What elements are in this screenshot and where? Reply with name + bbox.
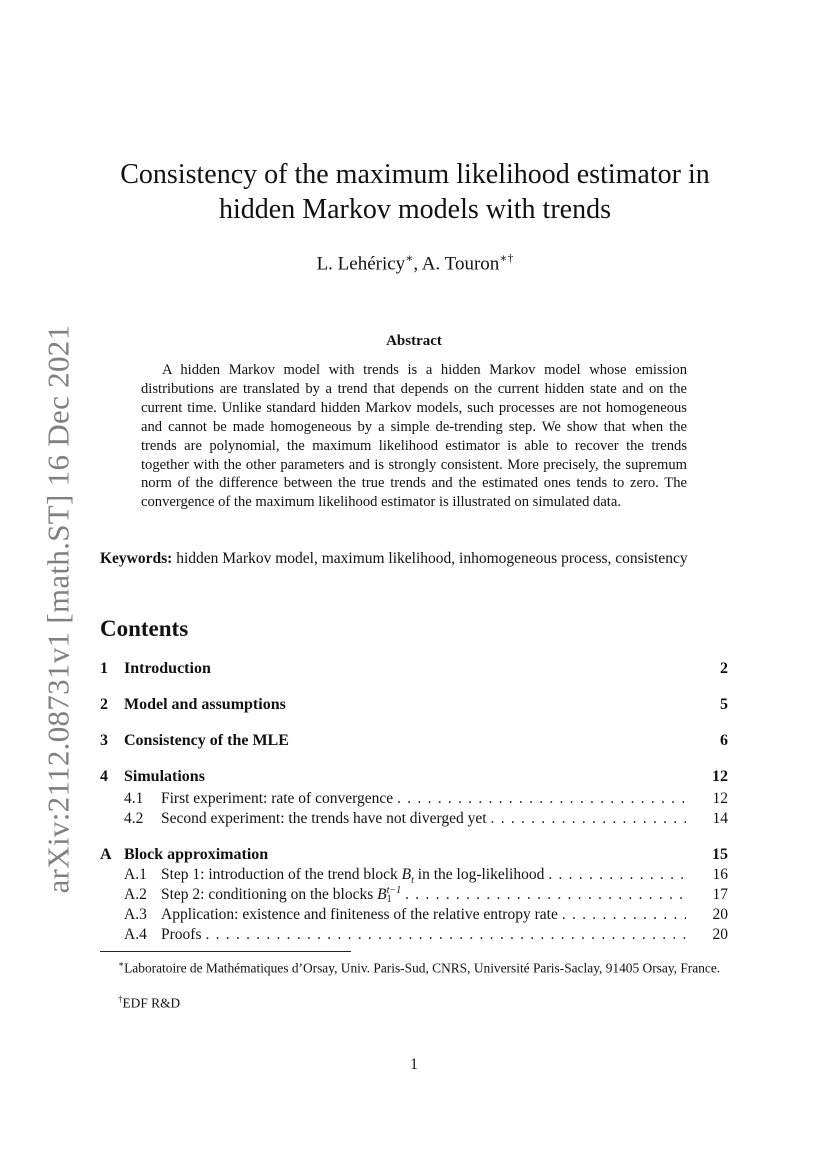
toc-entry-subsection[interactable] — [100, 926, 728, 944]
contents-heading: Contents — [100, 616, 189, 641]
toc-number: 4 — [100, 768, 108, 785]
toc-title: Model and assumptions — [124, 696, 286, 713]
toc-title: Application: existence and finiteness of the relative entropy rate — [161, 906, 558, 923]
footnote-divider — [100, 951, 351, 952]
author-list — [80, 251, 750, 275]
keywords-label: Keywords: — [100, 550, 173, 567]
toc-dot-leader — [397, 790, 686, 808]
toc-entry-appendix[interactable] — [100, 846, 728, 864]
arxiv-identifier-text: arXiv:2112.08731v1 [math.ST] 16 Dec 2021 — [40, 324, 76, 894]
author-separator: , — [413, 253, 422, 275]
abstract-text: A hidden Markov model with trends is a hidden Markov model whose emission distributions are translated by a trend that depends on the current hidden state and on the current time. Unlike standard hidden Markov models, such processes are not homogeneous and cannot be made homogeneous by a simple de-trending step. We show that when the trends are polynomial, the maximum likelihood estimator is able to recover the trends together with the other parameters and is strongly consistent. More precisely, the supremum norm of the difference between the true trends and the estimated ones tends to zero. The convergence of the maximum likelihood estimator is illustrated on simulated data. — [141, 362, 687, 511]
paper-title — [80, 157, 750, 227]
toc-page-number: 12 — [712, 790, 728, 807]
toc-page-number: 14 — [712, 810, 728, 827]
toc-number: A — [100, 846, 112, 863]
toc-number: A.3 — [124, 906, 147, 923]
toc-dot-leader — [205, 926, 686, 944]
toc-dot-leader — [491, 810, 686, 828]
paper-title-line-2: hidden Markov models with trends — [219, 194, 611, 225]
author-name: L. Lehéricy — [316, 253, 406, 275]
toc-title: Step 2: conditioning on the blocks B t−1 1 — [161, 885, 402, 906]
toc-number: 4.2 — [124, 810, 144, 827]
toc-title: Block approximation — [124, 846, 269, 863]
toc-entry-subsection[interactable] — [100, 866, 728, 886]
toc-entry-section[interactable] — [100, 768, 728, 786]
toc-entry-subsection[interactable] — [100, 886, 728, 904]
toc-number: 2 — [100, 696, 108, 713]
toc-entry-section[interactable] — [100, 732, 728, 750]
toc-page-number: 20 — [712, 906, 728, 923]
toc-title: First experiment: rate of convergence — [161, 790, 394, 807]
toc-entry-section[interactable] — [100, 696, 728, 714]
toc-entry-section[interactable] — [100, 660, 728, 678]
footnote-text: Laboratoire de Mathématiques d’Orsay, Univ. Paris-Sud, CNRS, Université Paris-Saclay, 91405 Orsay, France. — [124, 960, 721, 976]
toc-number: 1 — [100, 660, 108, 677]
paper-title-line-1: Consistency of the maximum likelihood estimator in — [120, 159, 710, 190]
author-footnote-mark: ∗ — [405, 251, 414, 265]
toc-number: 4.1 — [124, 790, 144, 807]
keywords-text: hidden Markov model, maximum likelihood, inhomogeneous process, consistency — [176, 550, 688, 567]
toc-page-number: 5 — [720, 696, 728, 713]
toc-title: Simulations — [124, 768, 205, 785]
toc-page-number: 16 — [712, 866, 728, 883]
footnote-mark: † — [118, 994, 123, 1004]
arxiv-identifier-stamp — [37, 324, 79, 894]
toc-number: A.2 — [124, 886, 147, 903]
toc-number: A.1 — [124, 866, 147, 883]
toc-page-number: 20 — [712, 926, 728, 943]
footnote-affiliation — [100, 955, 728, 978]
page-number: 1 — [410, 1056, 418, 1073]
toc-title: Proofs — [161, 926, 202, 943]
toc-dot-leader — [548, 866, 686, 884]
footnote-mark: ∗ — [118, 959, 125, 969]
footnote-affiliation — [100, 990, 728, 1013]
toc-page-number: 17 — [712, 886, 728, 903]
toc-dot-leader — [405, 886, 686, 904]
toc-number: A.4 — [124, 926, 147, 943]
footnote-text: EDF R&D — [122, 995, 181, 1011]
toc-title: Second experiment: the trends have not diverged yet — [161, 810, 487, 827]
abstract-heading: Abstract — [386, 333, 442, 349]
toc-number: 3 — [100, 732, 108, 749]
toc-dot-leader — [562, 906, 686, 924]
toc-page-number: 6 — [720, 732, 728, 749]
toc-entry-subsection[interactable] — [100, 906, 728, 924]
toc-title: Consistency of the MLE — [124, 732, 289, 749]
author-name: A. Touron — [421, 253, 500, 275]
toc-entry-subsection[interactable] — [100, 810, 728, 828]
toc-page-number: 2 — [720, 660, 728, 677]
toc-page-number: 12 — [712, 768, 728, 785]
toc-entry-subsection[interactable] — [100, 790, 728, 808]
keywords-paragraph — [100, 548, 728, 569]
toc-page-number: 15 — [712, 846, 728, 863]
author-footnote-mark: ∗† — [499, 251, 514, 265]
toc-title: Introduction — [124, 660, 211, 677]
toc-title: Step 1: introduction of the trend block $B_t$ in the log-likelihood — [161, 866, 545, 887]
